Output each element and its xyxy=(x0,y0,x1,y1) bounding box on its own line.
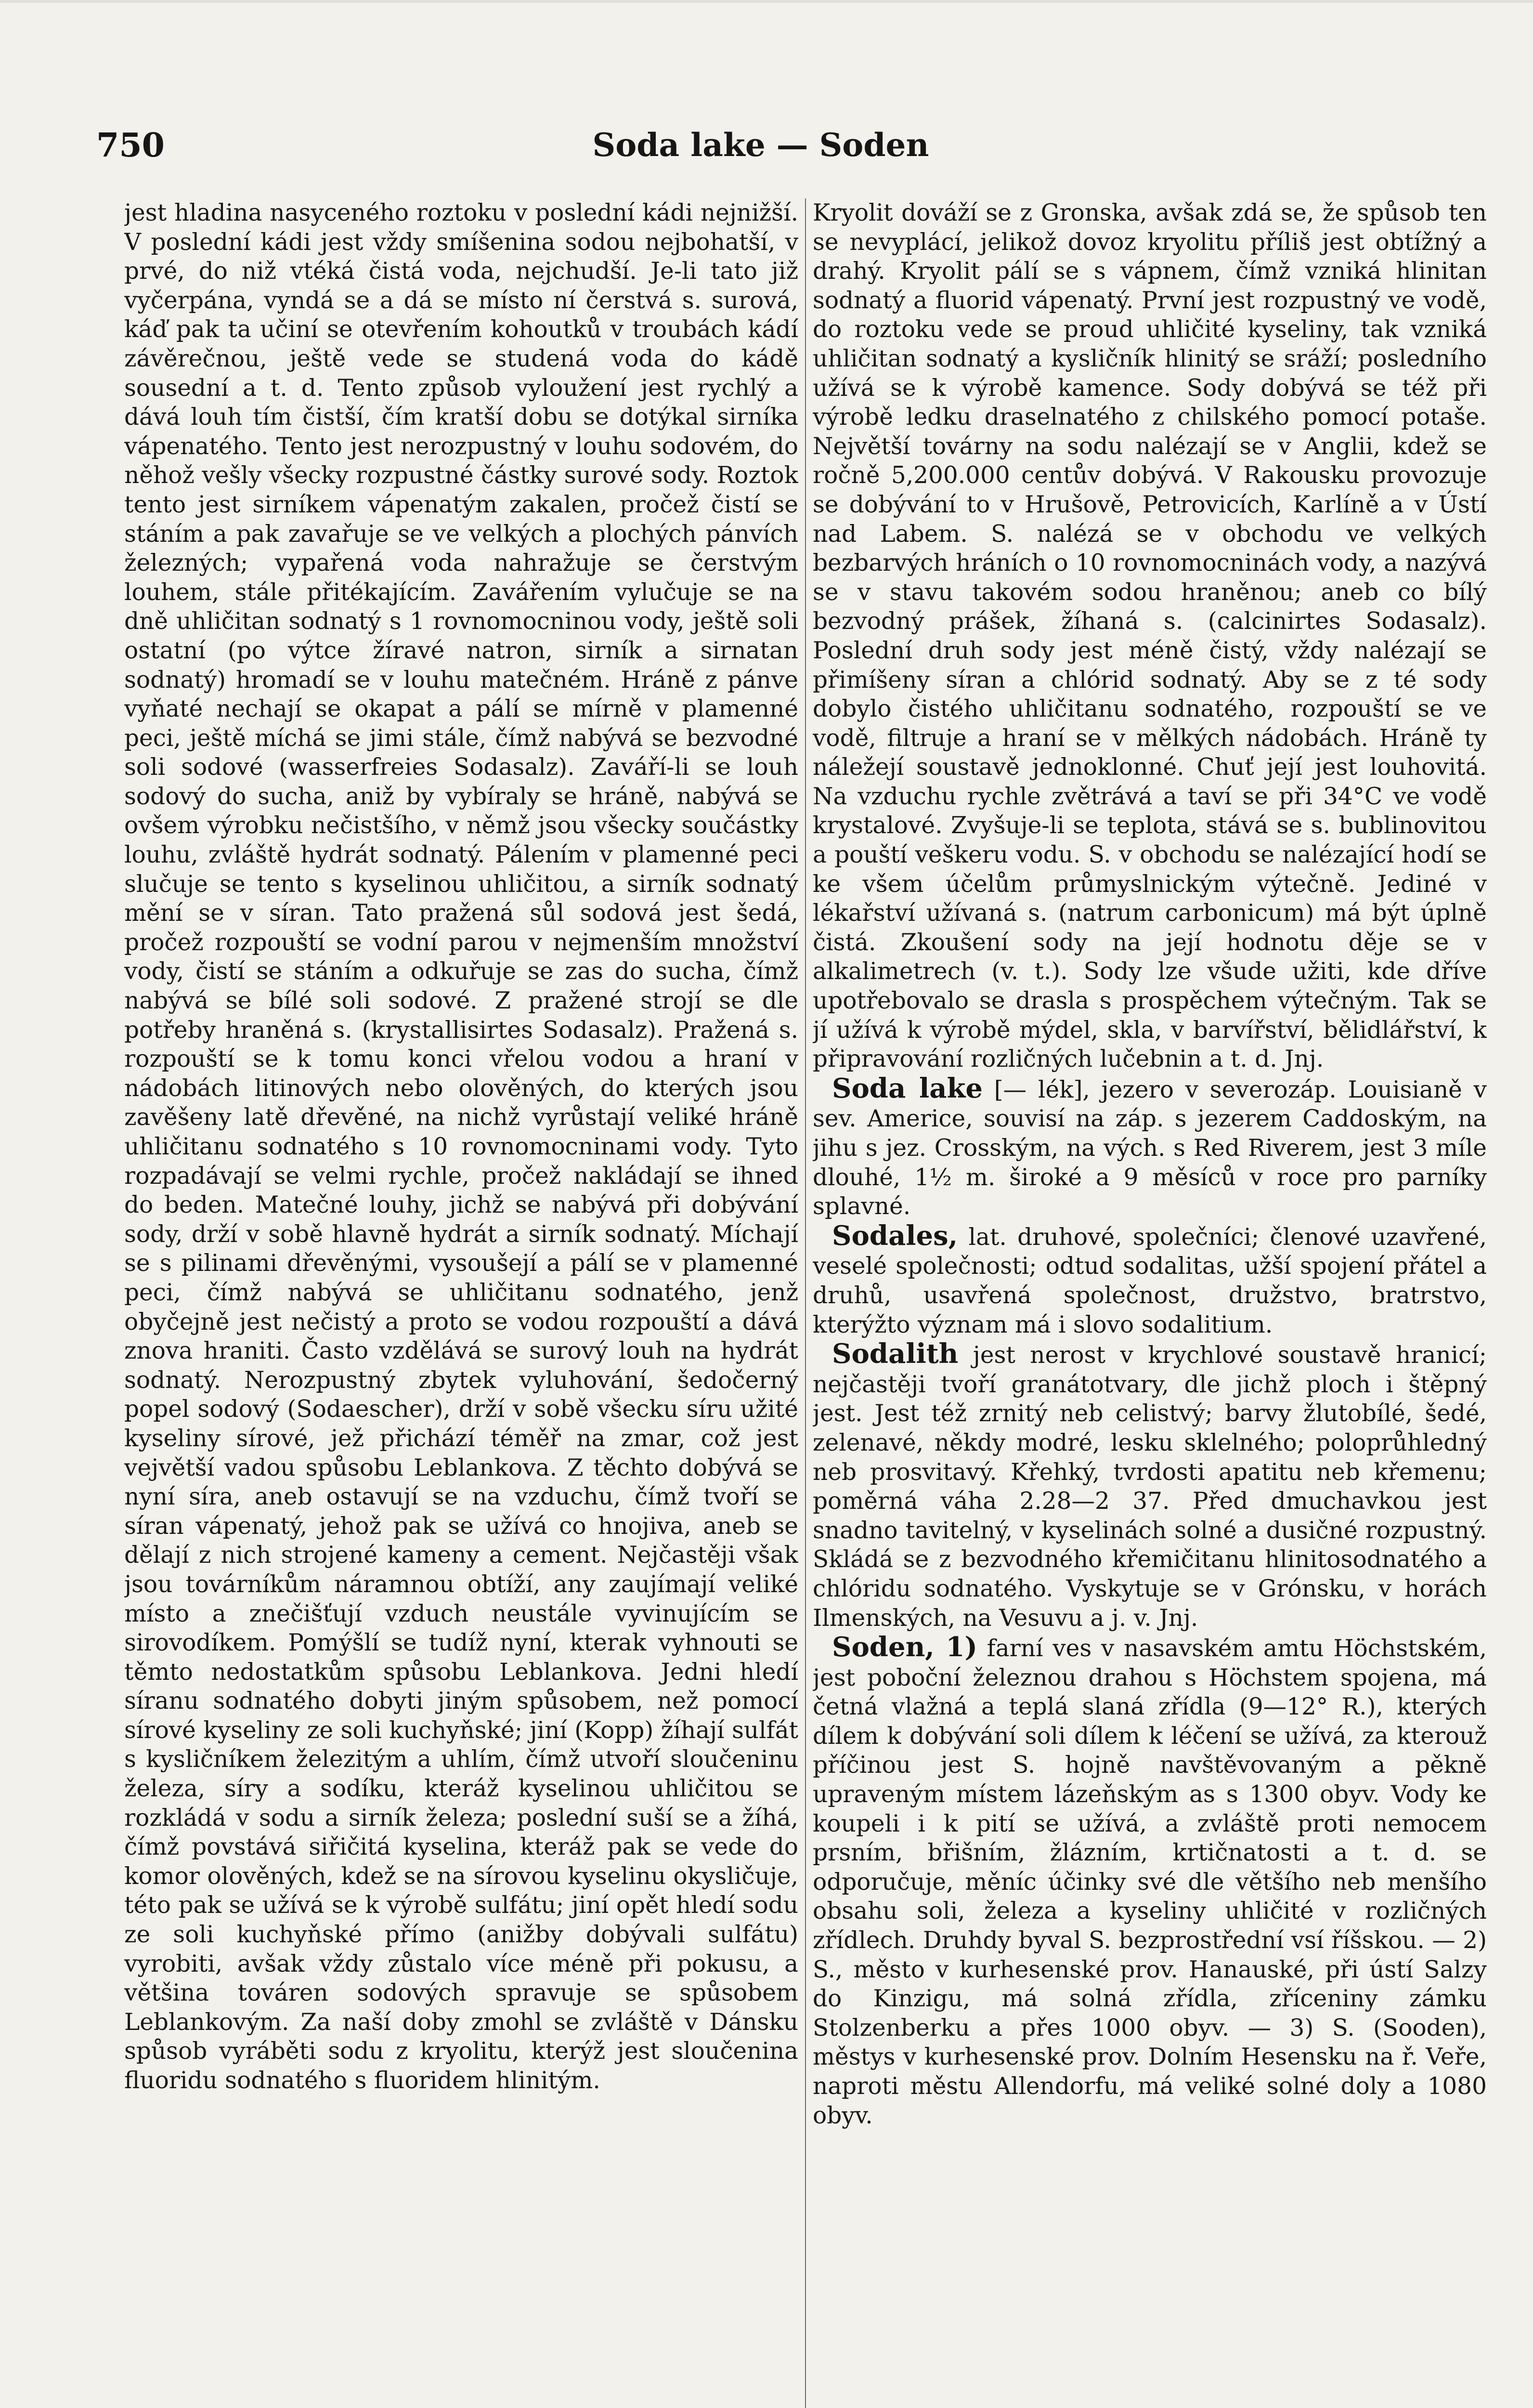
right-column xyxy=(813,198,1487,2408)
entry-sodales-text: lat. druhové, společníci; členové uzavřené, veselé společnosti; odtud sodalitas, užší spojení přátel a druhů, usavřená společnost, družstvo, bratrstvo, kterýžto význam má i slovo sodalitium. xyxy=(813,1223,1487,1338)
entry-sodalith xyxy=(813,1339,1487,1633)
scan-edge xyxy=(0,0,1533,3)
headword-sodalith: Sodalith xyxy=(832,1338,959,1370)
entry-soden-text: farní ves v nasavském amtu Höchstském, jest poboční železnou drahou s Höchstem spojena, má četná vlažná a teplá slaná zřídla (9—12° R.), kterých dílem k dobývání soli dílem k léčení se užívá, za kterouž příčinou jest S. hojně navštěvovaným a pěkně upraveným místem lázeňským as s 1300 obyv. Vody ke koupeli i k pití se užívá, a zvláště proti nemocem prsním, břišním, žlázním, krtičnatosti a t. d. se odporučuje, měníc účinky své dle většího neb menšího obsahu soli, železa a kyseliny uhličité v rozličných zřídlech. Druhdy byval S. bezprostřední vsí říšskou. — 2) S., město v kurhesenské prov. Hanauské, při ústí Salzy do Kinzigu, má solná zřídla, zříceniny zámku Stolzenberku a přes 1000 obyv. — 3) S. (Sooden), městys v kurhesenské prov. Dolním Hesensku na ř. Veře, naproti městu Allendorfu, má veliké solné doly a 1080 obyv. xyxy=(813,1635,1487,2129)
entry-soda-lake-text: [— lék], jezero v severozáp. Louisianě v sev. Americe, souvisí na záp. s jezerem Caddoským, na jihu s jez. Crosským, na vých. s Red Riverem, jest 3 míle dlouhé, 1½ m. široké a 9 měsíců v roce pro parníky splavné. xyxy=(813,1076,1487,1220)
right-paragraph-1: Kryolit dováží se z Gronska, avšak zdá se, že spůsob ten se nevyplácí, jelikož dovoz kryolitu příliš jest obtížný a drahý. Kryolit pálí se s vápnem, čímž vzniká hlinitan sodnatý a fluorid vápenatý. První jest rozpustný ve vodě, do roztoku vede se proud uhličité kyseliny, tak vzniká uhličitan sodnatý a kysličník hlinitý se sráží; posledního užívá se k výrobě kamence. Sody dobývá se též při výrobě ledku draselnatého z chilského pomocí potaše. Největší továrny na sodu nalézají se v Anglii, kdež se ročně 5,200.000 centův dobývá. V Rakousku provozuje se dobývání to v Hrušově, Petrovicích, Karlíně a v Ústí nad Labem. S. nalézá se v obchodu ve velkých bezbarvých hráních o 10 rovnomocninách vody, a nazývá se v stavu takovém sodou hraněnou; aneb co bílý bezvodný prášek, žíhaná s. (calcinirtes Sodasalz). Poslední druh sody jest méně čistý, vždy nalézají se přimíšeny síran a chlórid sodnatý. Aby se z té sody dobylo čistého uhličitanu sodnatého, rozpouští se ve vodě, filtruje a hraní se v mělkých nádobách. Hráně ty náležejí soustavě jednoklonné. Chuť její jest louhovitá. Na vzduchu rychle zvětrává a taví se při 34°C ve vodě krystalové. Zvyšuje-li se teplota, stává se s. bublinovitou a pouští veškeru vodu. S. v obchodu se nalézající hodí se ke všem účelům průmyslnickým výtečně. Jediné v lékařství užívaná s. (natrum carbonicum) má být úplně čistá. Zkoušení sody na její hodnotu děje se v alkalimetrech (v. t.). Sody lze všude užiti, kde dříve upotřebovalo se drasla s prospěchem výtečným. Tak se jí užívá k výrobě mýdel, skla, v barvířství, bělidlářství, k připravování rozličných lučebnin a t. d. Jnj. xyxy=(813,199,1487,1073)
entry-sodales xyxy=(813,1221,1487,1339)
page-number: 750 xyxy=(96,126,165,165)
page-header xyxy=(96,126,1425,170)
column-divider xyxy=(805,198,806,2408)
entry-sodalith-text: jest nerost v krychlové soustavě hranicí; nejčastěji tvoří granátotvary, dle jichž ploch i štěpný jest. Jest též zrnitý neb celistvý; barvy žlutobílé, šedé, zelenavé, někdy modré, lesku sklelného; poloprůhledný neb prosvitavý. Křehký, tvrdosti apatitu neb křemenu; poměrná váha 2.28—2 37. Před dmuchavkou jest snadno tavitelný, v kyselinách solné a dusičné rozpustný. Skládá se z bezvodného křemičitanu hlinitosodnatého a chlóridu sodnatého. Vyskytuje se v Grónsku, v horách Ilmenských, na Vesuvu a j. v. Jnj. xyxy=(813,1342,1487,1632)
headword-soden: Soden, 1) xyxy=(832,1631,978,1663)
entry-soden xyxy=(813,1633,1487,2130)
left-column-text: jest hladina nasyceného roztoku v poslední kádi nejnižší. V poslední kádi jest vždy smíšenina sodou nejbohatší, v prvé, do niž vtéká čistá voda, nejchudší. Je-li tato již vyčerpána, vyndá se a dá se místo ní čerstvá s. surová, káď pak ta učiní se otevřením kohoutků v troubách kádí závěrečnou, ještě vede se studená voda do kádě sousední a t. d. Tento způsob vyloužení jest rychlý a dává louh tím čistší, čím kratší dobu se dotýkal sirníka vápenatého. Tento jest nerozpustný v louhu sodovém, do něhož vešly všecky rozpustné částky surové sody. Roztok tento jest sirníkem vápenatým zakalen, pročež čistí se stáním a pak zavařuje se ve velkých a plochých pánvích železných; vypařená voda nahražuje se čerstvým louhem, stále přitékajícím. Zavářením vylučuje se na dně uhličitan sodnatý s 1 rovnomocninou vody, ještě soli ostatní (po výtce žíravé natron, sirník a sirnatan sodnatý) hromadí se v louhu matečném. Hráně z pánve vyňaté nechají se okapat a pálí se mírně v plamenné peci, ještě míchá se jimi stále, čímž nabývá se bezvodné soli sodové (wasserfreies Sodasalz). Zaváří-li se louh sodový do sucha, aniž by vybíraly se hráně, nabývá se ovšem výrobku nečistšího, v němž jsou všecky součástky louhu, zvláště hydrát sodnatý. Pálením v plamenné peci slučuje se tento s kyselinou uhličitou, a sirník sodnatý mění se v síran. Tato pražená sůl sodová jest šedá, pročež rozpouští se vodní parou v nejmenším množství vody, čistí se stáním a odkuřuje se zas do sucha, čímž nabývá se bílé soli sodové. Z pražené strojí se dle potřeby hraněná s. (krystallisirtes Sodasalz). Pražená s. rozpouští se k tomu konci vřelou vodou a hraní v nádobách litinových nebo olověných, do kterých jsou zavěšeny latě dřevěné, na nichž vyrůstají veliké hráně uhličitanu sodnatého s 10 rovnomocninami vody. Tyto rozpadávají se velmi rychle, pročež nakládají se ihned do beden. Matečné louhy, jichž se nabývá při dobývání sody, drží v sobě hlavně hydrát a sirník sodnatý. Míchají se s pilinami dřevěnými, vysoušejí a pálí se v plamenné peci, čímž nabývá se uhličitanu sodnatého, jenž obyčejně jest nečistý a proto se vodou rozpouští a dává znova hraniti. Často vzdělává se surový louh na hydrát sodnatý. Nerozpustný zbytek vyluhování, šedočerný popel sodový (Sodaescher), drží v sobě všecku síru užité kyseliny sírové, jež přichází téměř na zmar, což jest vejvětší vadou spůsobu Leblankova. Z těchto dobývá se nyní síra, aneb ostavují se na vzduchu, čímž tvoří se síran vápenatý, jehož pak se užívá co hnojiva, aneb se dělají z nich strojené kameny a cement. Nejčastěji však jsou továrníkům náramnou obtíží, any zaujímají veliké místo a znečišťují vzduch neustále vyvinujícím se sirovodíkem. Pomýšlí se tudíž nyní, kterak vyhnouti se těmto nedostatkům spůsobu Leblankova. Jedni hledí síranu sodnatého dobyti jiným spůsobem, než pomocí sírové kyseliny ze soli kuchyňské; jiní (Kopp) žíhají sulfát s kysličníkem železitým a uhlím, čímž utvoří sloučeninu železa, síry a sodíku, kteráž kyselinou uhličitou se rozkládá v sodu a sirník železa; poslední suší se a žíhá, čímž povstává siřičitá kyselina, kteráž pak se vede do komor olověných, kdež se na sírovou kyselinu okysličuje, této pak se užívá se k výrobě sulfátu; jiní opět hledí sodu ze soli kuchyňské přímo (anižby dobývali sulfátu) vyrobiti, avšak vždy zůstalo více méně při pokusu, a většina továren sodových spravuje se spůsobem Leblankovým. Za naší doby zmohl se zvláště v Dánsku spůsob vyráběti sodu z kryolitu, kterýž jest sloučenina fluoridu sodnatého s fluoridem hlinitým. xyxy=(124,199,798,2094)
left-column xyxy=(124,198,798,2408)
headword-sodales: Sodales, xyxy=(832,1219,958,1252)
running-head: Soda lake — Soden xyxy=(592,126,929,164)
entry-soda-lake xyxy=(813,1074,1487,1221)
headword-soda-lake: Soda lake xyxy=(832,1072,983,1104)
